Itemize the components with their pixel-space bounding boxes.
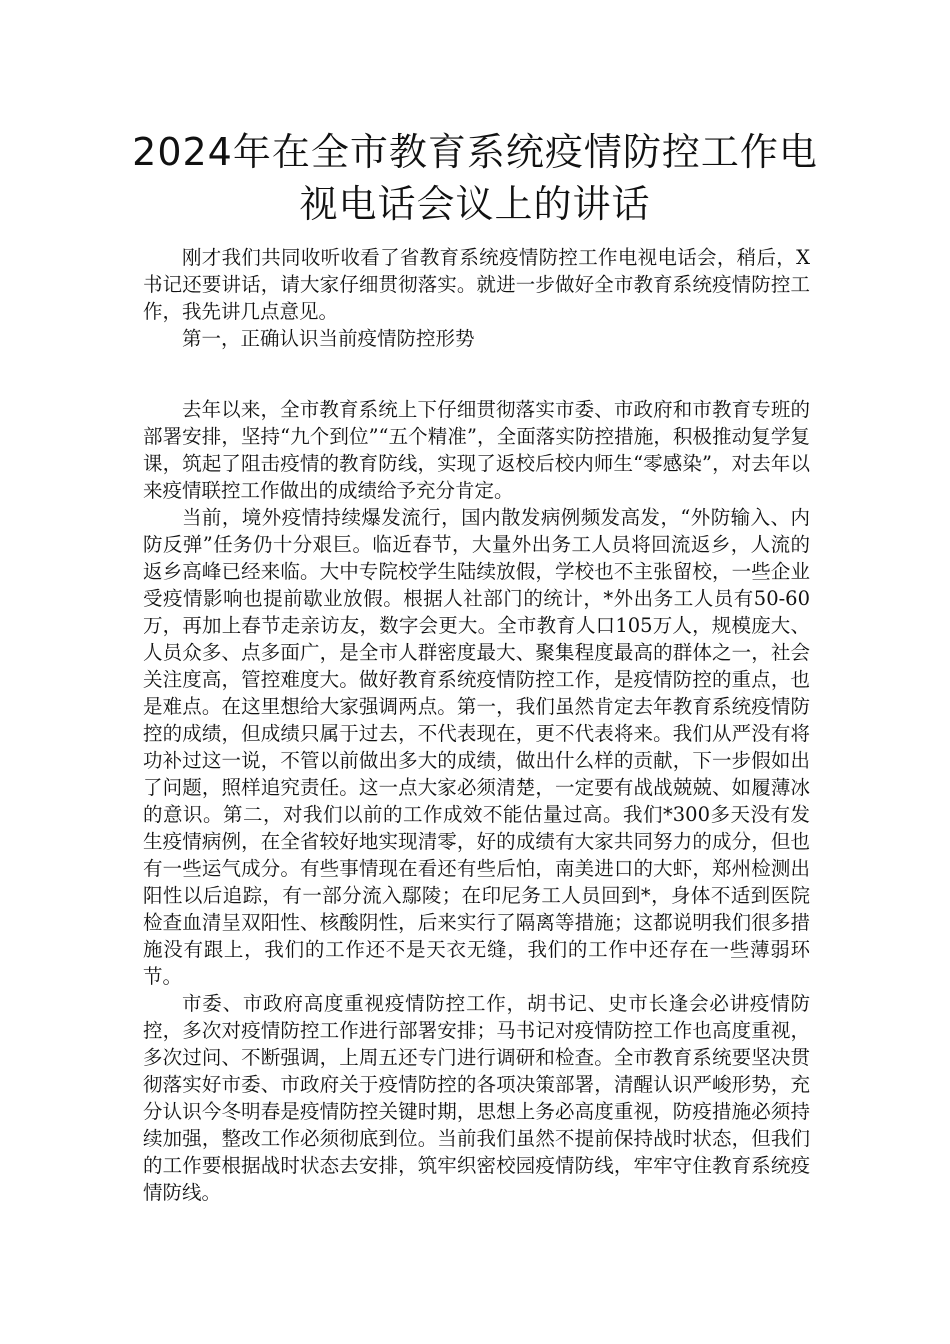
document-title: 2024年在全市教育系统疫情防控工作电视电话会议上的讲话: [132, 130, 818, 226]
paragraph-current-situation: 当前，境外疫情持续爆发流行，国内散发病例频发高发，“外防输入、内防反弹”任务仍十分艰巨。临近春节，大量外出务工人员将回流返乡，人流的返乡高峰已经来临。大中专院校学生陆续放假，学校也不主张留校，一些企业受疫情影响也提前歇业放假。根据人社部门的统计，*外出务工人员有50-60万，再加上春节走亲访友，数字会更大。全市教育人口105万人，规模庞大、人员众多、点多面广，是全市人群密度最大、聚集程度最高的群体之一，社会关注度高，管控难度大。做好教育系统疫情防控工作，是疫情防控的重点，也是难点。在这里想给大家强调两点。第一，我们虽然肯定去年教育系统疫情防控的成绩，但成绩只属于过去，不代表现在，更不代表将来。我们从严没有将功补过这一说，不管以前做出多大的成绩，做出什么样的贡献，下一步假如出了问题，照样追究责任。这一点大家必须清楚，一定要有战战兢兢、如履薄冰的意识。第二，对我们以前的工作成效不能估量过高。我们*300多天没有发生疫情病例，在全省较好地实现清零，好的成绩有大家共同努力的成分，但也有一些运气成分。有些事情现在看还有些后怕，南美进口的大虾，郑州检测出阳性以后追踪，有一部分流入鄢陵；在印尼务工人员回到*，身体不适到医院检查血清呈双阳性、核酸阴性，后来实行了隔离等措施；这都说明我们很多措施没有跟上，我们的工作还不是天衣无缝，我们的工作中还存在一些薄弱环节。: [143, 506, 810, 988]
paragraph-intro: 刚才我们共同收听收看了省教育系统疫情防控工作电视电话会，稍后，X书记还要讲话，请大家仔细贯彻落实。就进一步做好全市教育系统疫情防控工作，我先讲几点意见。: [143, 246, 810, 323]
document-body: [143, 244, 810, 1206]
paragraph-leadership: 市委、市政府高度重视疫情防控工作，胡书记、史市长逢会必讲疫情防控，多次对疫情防控工作进行部署安排；马书记对疫情防控工作也高度重视，多次过问、不断强调，上周五还专门进行调研和检查。全市教育系统要坚决贯彻落实好市委、市政府关于疫情防控的各项决策部署，清醒认识严峻形势，充分认识今冬明春是疫情防控关键时期，思想上务必高度重视，防疫措施必须持续加强，整改工作必须彻底到位。当前我们虽然不提前保持战时状态，但我们的工作要根据战时状态去安排，筑牢织密校园疫情防线，牢牢守住教育系统疫情防线。: [143, 992, 810, 1204]
section-heading-1: 第一，正确认识当前疫情防控形势: [182, 327, 475, 350]
paragraph-review: 去年以来，全市教育系统上下仔细贯彻落实市委、市政府和市教育专班的部署安排，坚持“九个到位”“五个精准”，全面落实防控措施，积极推动复学复课，筑起了阻击疫情的教育防线，实现了返校后校内师生“零感染”，对去年以来疫情联控工作做出的成绩给予充分肯定。: [143, 398, 810, 502]
